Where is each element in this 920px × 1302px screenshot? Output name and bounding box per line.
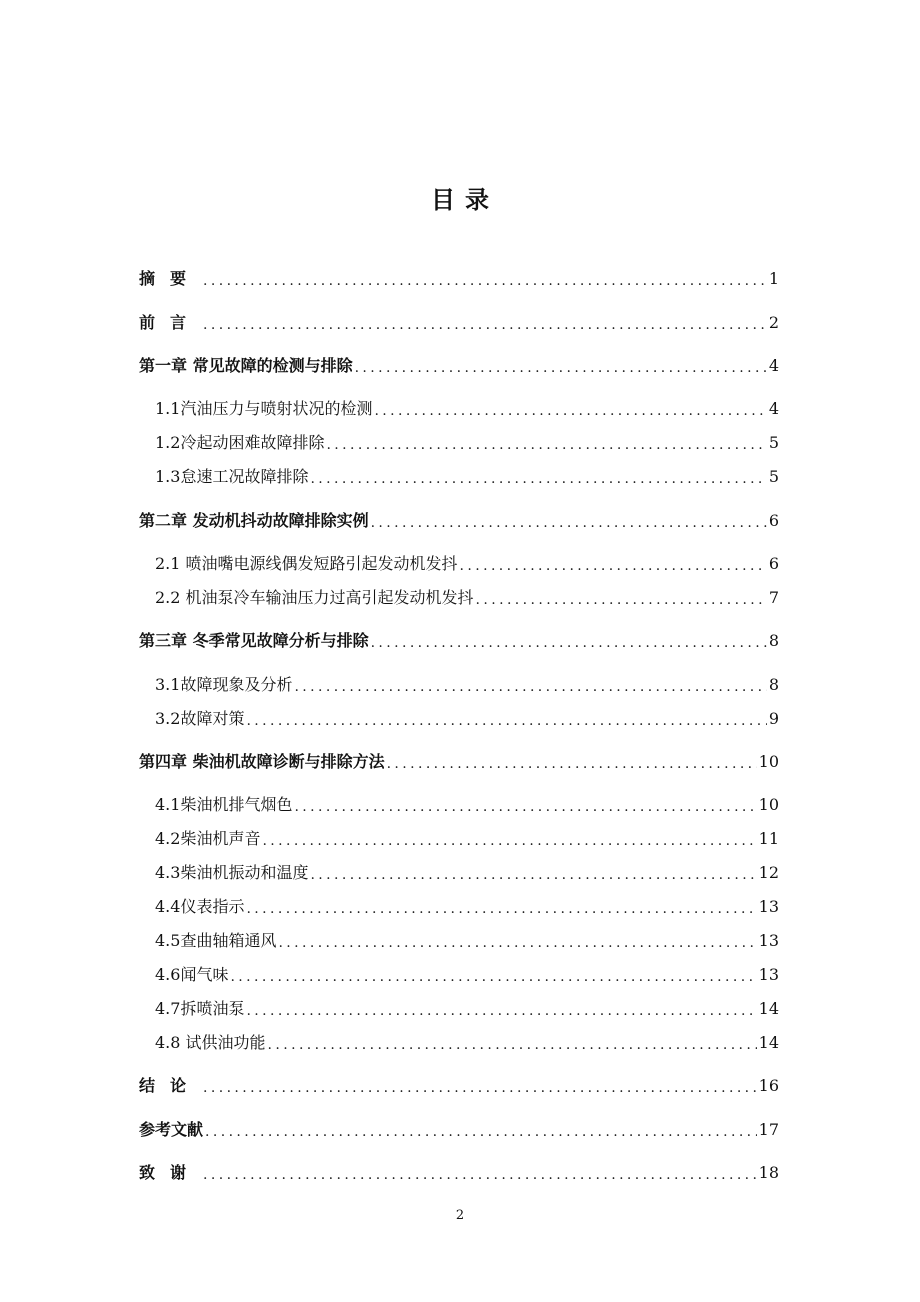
toc-entry-label: 前言	[139, 313, 202, 332]
toc-entry-page: 4	[768, 356, 779, 375]
toc-entry-label: 2.2 机油泵冷车输油压力过高引起发动机发抖	[155, 588, 474, 607]
toc-leader-dots	[355, 357, 767, 379]
toc-entry[interactable]	[155, 792, 779, 818]
toc-entry-page: 17	[758, 1120, 779, 1139]
toc-entry-page: 5	[768, 467, 779, 486]
toc-leader-dots	[203, 1164, 757, 1186]
toc-entry-label: 参考文献	[139, 1120, 204, 1139]
toc-entry-page: 10	[758, 752, 779, 771]
toc-entry-page: 5	[768, 433, 779, 452]
toc-leader-dots	[326, 434, 766, 456]
toc-leader-dots	[371, 632, 767, 654]
toc-entry-page: 14	[758, 999, 779, 1018]
page-title: 目录	[431, 186, 499, 214]
toc-entry[interactable]	[155, 551, 779, 577]
toc-leader-dots	[203, 314, 767, 336]
toc-entry[interactable]	[155, 706, 779, 732]
toc-entry-page: 16	[758, 1076, 779, 1095]
toc-entry-label: 1.3怠速工况故障排除	[155, 467, 309, 486]
toc-entry-page: 1	[768, 269, 779, 288]
toc-leader-dots	[205, 1121, 757, 1143]
toc-leader-dots	[294, 676, 766, 698]
toc-entry[interactable]	[155, 464, 779, 490]
toc-leader-dots	[294, 796, 756, 818]
toc-entry-label: 4.8 试供油功能	[155, 1033, 266, 1052]
toc-entry-label: 4.7拆喷油泵	[155, 999, 245, 1018]
toc-entry-page: 8	[768, 675, 779, 694]
toc-entry-label: 4.5查曲轴箱通风	[155, 931, 277, 950]
toc-entry-page: 14	[758, 1033, 779, 1052]
toc-entry-page: 13	[758, 965, 779, 984]
toc-entry-page: 13	[758, 931, 779, 950]
toc-entry-page: 8	[768, 631, 779, 650]
toc-entry-label: 1.1汽油压力与喷射状况的检测	[155, 399, 373, 418]
toc-entry-page: 4	[768, 399, 779, 418]
toc-entry[interactable]	[155, 430, 779, 456]
toc-entry[interactable]	[155, 962, 779, 988]
toc-entry-page: 9	[768, 709, 779, 728]
toc-entry[interactable]	[155, 826, 779, 852]
toc-entry[interactable]	[139, 266, 779, 292]
toc-leader-dots	[460, 555, 767, 577]
toc-entry-label: 3.2故障对策	[155, 709, 245, 728]
toc-entry-page: 18	[758, 1163, 779, 1182]
toc-entry[interactable]	[155, 928, 779, 954]
toc-leader-dots	[246, 898, 756, 920]
toc-entry[interactable]	[155, 396, 779, 422]
toc-entry[interactable]	[155, 860, 779, 886]
toc-leader-dots	[476, 589, 767, 611]
toc-entry[interactable]	[155, 996, 779, 1022]
toc-entry-page: 11	[758, 829, 779, 848]
toc-entry-label: 第三章 冬季常见故障分析与排除	[139, 631, 369, 650]
toc-entry[interactable]	[139, 353, 779, 379]
toc-leader-dots	[203, 270, 767, 292]
toc-entry-page: 7	[768, 588, 779, 607]
toc-leader-dots	[262, 830, 756, 852]
toc-entry-label: 第一章 常见故障的检测与排除	[139, 356, 353, 375]
toc-entry-label: 4.3柴油机振动和温度	[155, 863, 309, 882]
toc-entry-page: 2	[768, 313, 779, 332]
toc-entry-label: 第四章 柴油机故障诊断与排除方法	[139, 752, 385, 771]
toc-entry[interactable]	[139, 1073, 779, 1099]
toc-entry-label: 摘要	[139, 269, 202, 288]
toc-entry[interactable]	[139, 310, 779, 336]
toc-entry-page: 6	[768, 554, 779, 573]
toc-leader-dots	[203, 1077, 757, 1099]
toc-entry-label: 致谢	[139, 1163, 202, 1182]
toc-leader-dots	[230, 966, 756, 988]
toc-entry-label: 第二章 发动机抖动故障排除实例	[139, 511, 369, 530]
toc-leader-dots	[246, 1000, 756, 1022]
toc-entry[interactable]	[155, 894, 779, 920]
toc-leader-dots	[387, 753, 757, 775]
toc-entry[interactable]	[139, 1117, 779, 1143]
toc-entry-page: 13	[758, 897, 779, 916]
toc-entry-page: 6	[768, 511, 779, 530]
toc-entry[interactable]	[139, 749, 779, 775]
toc-entry-label: 2.1 喷油嘴电源线偶发短路引起发动机发抖	[155, 554, 458, 573]
toc-entry-page: 12	[758, 863, 779, 882]
toc-entry-label: 1.2冷起动困难故障排除	[155, 433, 325, 452]
toc-entry[interactable]	[139, 508, 779, 534]
toc-entry-label: 4.1柴油机排气烟色	[155, 795, 293, 814]
page-number: 2	[455, 1208, 465, 1223]
toc-entry[interactable]	[139, 628, 779, 654]
toc-entry[interactable]	[155, 585, 779, 611]
toc-leader-dots	[310, 468, 766, 490]
toc-entry-label: 结论	[139, 1076, 202, 1095]
toc-entry-page: 10	[758, 795, 779, 814]
toc-leader-dots	[268, 1034, 757, 1056]
toc-leader-dots	[371, 512, 767, 534]
toc-entry-label: 4.2柴油机声音	[155, 829, 261, 848]
toc-entry-label: 4.6闻气味	[155, 965, 229, 984]
toc-entry[interactable]	[139, 1160, 779, 1186]
toc-entry[interactable]	[155, 1030, 779, 1056]
toc-entry-label: 3.1故障现象及分析	[155, 675, 293, 694]
toc-entry[interactable]	[155, 672, 779, 698]
toc-leader-dots	[374, 400, 766, 422]
toc-entry-label: 4.4仪表指示	[155, 897, 245, 916]
toc-leader-dots	[278, 932, 756, 954]
toc-leader-dots	[310, 864, 756, 886]
toc-leader-dots	[246, 710, 766, 732]
